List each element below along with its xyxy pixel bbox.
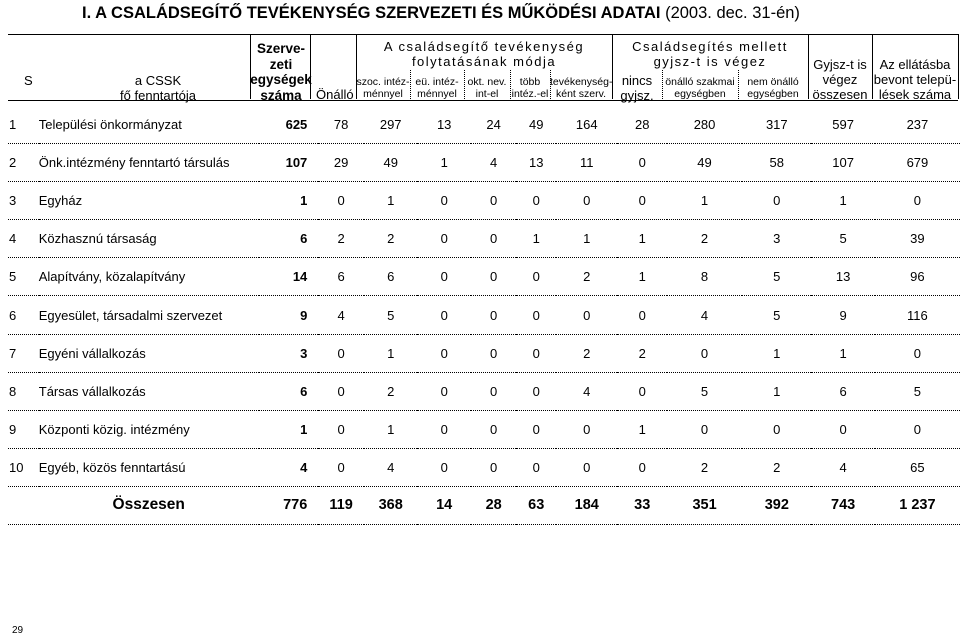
row-value: 29 [318,144,364,182]
row-value: 0 [471,410,517,448]
row-value: 0 [471,448,517,486]
header-szervezeti: Szerve- zeti egységek száma [250,41,312,103]
col-rule [958,34,959,99]
row-unit-count: 4 [259,448,319,486]
row-value: 0 [516,258,556,296]
row-label: Közhasznú társaság [39,220,259,258]
row-value: 4 [471,144,517,182]
row-value: 597 [811,106,874,144]
header-eu: eü. intéz- ménnyel [415,76,459,101]
table-row [8,334,960,372]
row-value: 0 [617,372,666,410]
row-number: 10 [8,448,39,486]
row-value: 5 [875,372,960,410]
row-value: 0 [417,448,470,486]
header-tevekenyseg: tevékenység- ként szerv. [550,76,613,101]
total-unit-count: 776 [259,486,319,524]
title-date: (2003. dec. 31-én) [665,4,800,22]
row-number: 4 [8,220,39,258]
row-value: 5 [667,372,742,410]
total-value: 1 237 [875,486,960,524]
row-label: Települési önkormányzat [39,106,259,144]
row-value: 2 [364,220,418,258]
row-value: 0 [471,258,517,296]
row-value: 1 [617,410,666,448]
row-value: 28 [617,106,666,144]
row-value: 0 [318,372,364,410]
row-unit-count: 6 [259,372,319,410]
row-value: 107 [811,144,874,182]
total-label: Összesen [39,486,259,524]
row-value: 0 [516,448,556,486]
row-value: 3 [742,220,811,258]
total-value: 392 [742,486,811,524]
row-value: 13 [516,144,556,182]
row-label: Alapítvány, közalapítvány [39,258,259,296]
row-value: 0 [617,182,666,220]
title-text: I. A CSALÁDSEGÍTŐ TEVÉKENYSÉG SZERVEZETI ÉS MŰKÖDÉSI ADATAI [82,4,661,22]
row-value: 297 [364,106,418,144]
row-value: 1 [617,220,666,258]
header-nem-onallo: nem önálló egységben [747,76,799,101]
row-number: 1 [8,106,39,144]
row-value: 0 [556,448,617,486]
header-ellatasba: Az ellátásba bevont telepü- lések száma [873,57,957,102]
row-value: 78 [318,106,364,144]
header-top-rule [8,34,958,35]
row-value: 0 [417,182,470,220]
total-value: 63 [516,486,556,524]
row-value: 0 [417,372,470,410]
row-value: 0 [516,182,556,220]
row-unit-count: 3 [259,334,319,372]
total-value: 14 [417,486,470,524]
table-row [8,296,960,334]
row-value: 0 [617,144,666,182]
row-label: Egyéb, közös fenntartású [39,448,259,486]
header-nincs: nincs gyjsz. [620,73,654,103]
total-value: 743 [811,486,874,524]
row-value: 49 [364,144,418,182]
row-value: 1 [811,182,874,220]
row-value: 4 [667,296,742,334]
row-value: 0 [417,296,470,334]
row-value: 0 [318,410,364,448]
row-value: 0 [875,410,960,448]
total-value: 184 [556,486,617,524]
row-value: 237 [875,106,960,144]
row-value: 8 [667,258,742,296]
row-label: Egyház [39,182,259,220]
row-value: 4 [364,448,418,486]
row-value: 0 [516,296,556,334]
row-value: 6 [318,258,364,296]
row-unit-count: 9 [259,296,319,334]
table-row [8,410,960,448]
row-value: 0 [516,372,556,410]
row-value: 116 [875,296,960,334]
row-value: 1 [516,220,556,258]
row-label: Önk.intézmény fenntartó társulás [39,144,259,182]
row-value: 0 [318,448,364,486]
row-value: 0 [556,296,617,334]
row-label: Központi közig. intézmény [39,410,259,448]
row-value: 1 [417,144,470,182]
row-value: 1 [742,334,811,372]
header-gyjsz-osszesen: Gyjsz-t is végez összesen [812,57,868,102]
row-value: 164 [556,106,617,144]
row-value: 4 [811,448,874,486]
header-okt: okt. nev. int-el [467,76,507,101]
row-value: 2 [556,258,617,296]
row-value: 5 [742,258,811,296]
row-value: 2 [667,220,742,258]
row-value: 6 [364,258,418,296]
table-row [8,258,960,296]
row-value: 0 [417,410,470,448]
header-onallo: Önálló [316,87,354,102]
row-label: Egyesület, társadalmi szervezet [39,296,259,334]
row-value: 0 [556,410,617,448]
table-row [8,106,960,144]
row-value: 1 [556,220,617,258]
row-value: 0 [471,372,517,410]
row-value: 2 [556,334,617,372]
row-value: 49 [667,144,742,182]
row-value: 0 [617,448,666,486]
header-group1: A családsegítő tevékenység folytatásának módja [383,39,585,69]
header-onallo-szakmai: önálló szakmai egységben [665,76,735,101]
row-value: 0 [417,220,470,258]
row-value: 24 [471,106,517,144]
row-value: 1 [617,258,666,296]
row-value: 2 [617,334,666,372]
table-row [8,182,960,220]
row-value: 2 [318,220,364,258]
row-value: 0 [318,182,364,220]
row-value: 0 [742,182,811,220]
page-number: 29 [12,625,24,636]
row-unit-count: 107 [259,144,319,182]
total-row-spacer [8,486,39,524]
row-value: 1 [811,334,874,372]
row-number: 8 [8,372,39,410]
row-value: 679 [875,144,960,182]
table-row [8,220,960,258]
row-value: 0 [471,334,517,372]
row-value: 9 [811,296,874,334]
row-number: 3 [8,182,39,220]
row-value: 5 [742,296,811,334]
row-value: 0 [417,258,470,296]
row-value: 5 [811,220,874,258]
row-value: 65 [875,448,960,486]
row-value: 2 [742,448,811,486]
table-row [8,448,960,486]
row-value: 96 [875,258,960,296]
row-label: Egyéni vállalkozás [39,334,259,372]
row-value: 0 [471,182,517,220]
row-value: 1 [742,372,811,410]
row-value: 1 [364,182,418,220]
row-unit-count: 14 [259,258,319,296]
row-value: 13 [417,106,470,144]
total-value: 351 [667,486,742,524]
row-value: 13 [811,258,874,296]
row-value: 1 [364,410,418,448]
row-value: 0 [667,410,742,448]
row-number: 2 [8,144,39,182]
row-value: 6 [811,372,874,410]
row-value: 11 [556,144,617,182]
page-title [82,4,800,23]
row-value: 39 [875,220,960,258]
row-value: 317 [742,106,811,144]
row-value: 5 [364,296,418,334]
row-value: 0 [811,410,874,448]
row-label: Társas vállalkozás [39,372,259,410]
header-group2: Családsegítés mellett gyjsz-t is végez [632,39,788,69]
total-value: 368 [364,486,418,524]
header-fenntarto: a CSSK fő fenntartója [120,73,196,103]
row-value: 4 [556,372,617,410]
row-value: 0 [417,334,470,372]
row-value: 0 [471,296,517,334]
row-number: 5 [8,258,39,296]
row-value: 1 [667,182,742,220]
row-unit-count: 625 [259,106,319,144]
row-value: 49 [516,106,556,144]
header-s: S [24,73,33,88]
row-value: 0 [742,410,811,448]
row-unit-count: 6 [259,220,319,258]
row-value: 4 [318,296,364,334]
data-table [8,106,960,525]
row-number: 9 [8,410,39,448]
table-row [8,372,960,410]
total-value: 28 [471,486,517,524]
row-unit-count: 1 [259,182,319,220]
row-value: 0 [556,182,617,220]
row-unit-count: 1 [259,410,319,448]
row-number: 6 [8,296,39,334]
row-value: 1 [364,334,418,372]
row-number: 7 [8,334,39,372]
total-value: 33 [617,486,666,524]
row-value: 0 [667,334,742,372]
row-value: 0 [617,296,666,334]
header-tobb: több intéz.-el [511,76,549,101]
row-value: 0 [471,220,517,258]
row-value: 2 [667,448,742,486]
row-value: 280 [667,106,742,144]
total-value: 119 [318,486,364,524]
header-szoc: szoc. intéz- ménnyel [356,76,410,101]
table-row [8,144,960,182]
total-row [8,486,960,524]
row-value: 58 [742,144,811,182]
row-value: 2 [364,372,418,410]
row-value: 0 [516,410,556,448]
row-value: 0 [516,334,556,372]
row-value: 0 [875,334,960,372]
row-value: 0 [318,334,364,372]
row-value: 0 [875,182,960,220]
